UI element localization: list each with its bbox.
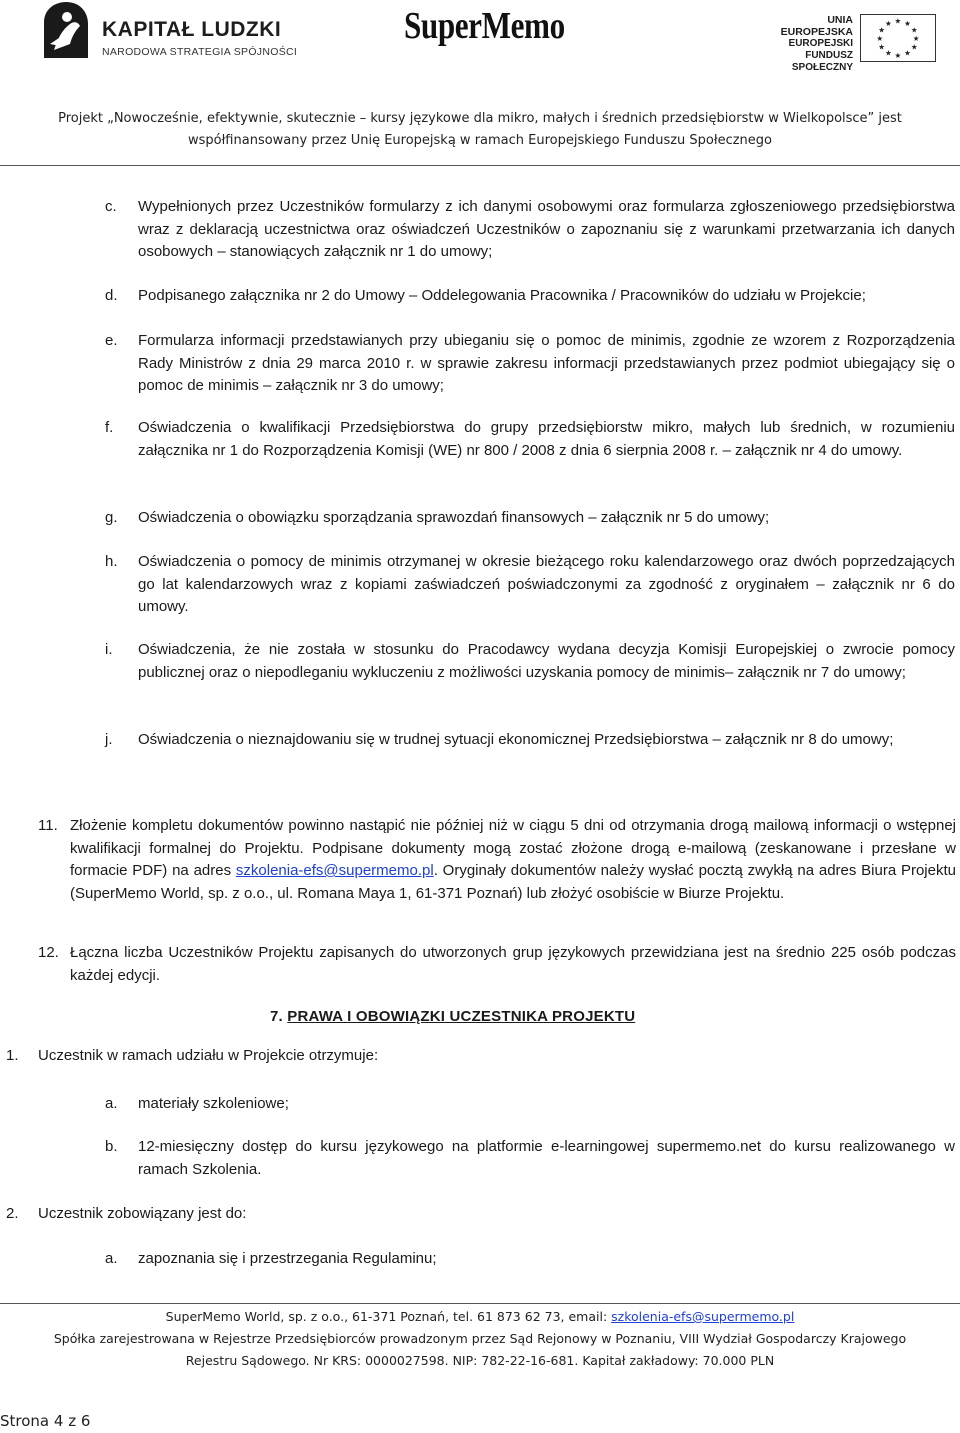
svg-text:★: ★ (904, 19, 912, 29)
list-item-d (105, 285, 955, 308)
list-item-text: Podpisanego załącznika nr 2 do Umowy – Oddelegowania Pracownika / Pracowników do udziału w Projekcie; (138, 287, 866, 304)
svg-text:★: ★ (876, 33, 884, 43)
list-item-label: h. (105, 553, 118, 570)
point-11-text-before: Złożenie kompletu dokumentów powinno nastąpić nie później niż w ciągu 5 dni od otrzymania drogą mailową informacji o wstępnej kwalifikacji formalnej do Projektu. Podpisane dokumenty mogą zostać złożone drogą e-mailową (zeskanowane i przesłane w formacie PDF) na adres (70, 817, 956, 879)
list-item-f (105, 417, 955, 462)
email-link[interactable]: szkolenia-efs@supermemo.pl (235, 862, 434, 879)
footer-email-link[interactable]: szkolenia-efs@supermemo.pl (611, 1309, 795, 1324)
svg-text:★: ★ (878, 42, 886, 52)
list-item-text: Oświadczenia, że nie została w stosunku do Pracodawcy wydana decyzja Komisji Europejskiej o zwrocie pomocy publicznej oraz o niepodleganiu wykluczeniu z możliwości uzyskania pomocy de minimis– załącznik nr 7 do umowy; (138, 641, 955, 681)
footer-line-3: Rejestru Sądowego. Nr KRS: 0000027598. NIP: 782-22-16-681. Kapitał zakładowy: 70.000 PLN (185, 1353, 775, 1368)
eu-logo (758, 14, 938, 73)
point-text (70, 815, 956, 905)
list-item-text: zapoznania się i przestrzegania Regulaminu; (138, 1250, 437, 1267)
list-item-g (105, 507, 955, 530)
eu-line-2: EUROPEJSKI (788, 38, 853, 49)
list-item-label: d. (105, 287, 118, 304)
kapital-ludzki-subtitle: NARODOWA STRATEGIA SPÓJNOŚCI (102, 46, 298, 58)
svg-text:★: ★ (910, 42, 918, 52)
list-item-label: b. (105, 1138, 118, 1155)
footer-line-2: Spółka zarejestrowana w Rejestrze Przedsiębiorców prowadzonym przez Sąd Rejonowy w Poznaniu, VIII Wydział Gospodarczy Krajowego (53, 1331, 907, 1346)
list-item-text: Formularza informacji przedstawianych przy ubieganiu się o pomoc de minimis, zgodnie ze wzorem z Rozporządzenia Rady Ministrów z dnia 29 marca 2010 r. w sprawie zakresu informacji przedstawianych przez podmiot ubiegający się o pomoc de minimis – załącznik nr 3 do umowy; (138, 332, 955, 394)
list-item-label: e. (105, 332, 118, 349)
list-item-text: Oświadczenia o kwalifikacji Przedsiębiorstwa do grupy przedsiębiorstw mikro, małych lub średnich, w rozumieniu załącznika nr 1 do Rozporządzenia Komisji (WE) nr 800 / 2008 z dnia 6 sierpnia 2008 r. – załącznik nr 4 do umowy. (138, 419, 955, 459)
section-title: PRAWA I OBOWIĄZKI UCZESTNIKA PROJEKTU (287, 1008, 636, 1025)
rights-item-2a (105, 1248, 955, 1271)
list-item-text: Oświadczenia o pomocy de minimis otrzymanej w okresie bieżącego roku kalendarzowego oraz dwóch poprzedzających go lat kalendarzowych wraz z kopiami zaświadczeń poświadczonymi za zgodność z oryginałem – załącznik nr 6 do umowy. (138, 553, 955, 615)
list-item-c (105, 196, 955, 264)
kapital-ludzki-logo (40, 0, 298, 64)
section-heading (270, 1008, 635, 1025)
rights-point-1 (6, 1045, 446, 1068)
svg-text:★: ★ (912, 33, 920, 43)
point-12 (38, 942, 956, 987)
point-label: 2. (6, 1205, 19, 1222)
list-item-text: Oświadczenia o obowiązku sporządzania sprawozdań finansowych – załącznik nr 5 do umowy; (138, 509, 770, 526)
list-item-text: Wypełnionych przez Uczestników formularzy z ich danymi osobowymi oraz formularza zgłoszeniowego przedsiębiorstwa wraz z deklaracją uczestnictwa oraz oświadczeń Uczestników o zapoznaniu się z warunkami przetwarzania ich danych osobowych – stanowiących załącznik nr 1 do umowy; (138, 198, 955, 260)
eu-line-1: UNIA EUROPEJSKA (780, 14, 853, 38)
list-item-h (105, 551, 955, 619)
list-item-label: j. (105, 731, 113, 748)
list-item-label: i. (105, 641, 113, 658)
supermemo-logo: SuperMemo (404, 5, 565, 47)
list-item-text: 12-miesięczny dostęp do kursu językowego na platformie e-learningowej supermemo.net do kursu realizowanego w ramach Szkolenia. (138, 1138, 955, 1178)
point-label: 11. (38, 817, 58, 834)
list-item-j (105, 729, 955, 752)
rights-item-1a (105, 1093, 955, 1116)
list-item-label: g. (105, 509, 118, 526)
kapital-ludzki-emblem-icon (40, 0, 92, 60)
svg-text:★: ★ (904, 48, 912, 58)
project-line-2: współfinansowany przez Unię Europejską w ramach Europejskiego Funduszu Społecznego (188, 133, 772, 148)
eu-logo-text (758, 14, 853, 74)
project-line-1: Projekt „Nowocześnie, efektywnie, skutecznie – kursy językowe dla mikro, małych i średnich przedsiębiorstw w Wielkopolsce” jest (58, 111, 902, 126)
section-number: 7. (270, 1008, 283, 1025)
point-text: Łączna liczba Uczestników Projektu zapisanych do utworzonych grup językowych przewidziana jest na średnio 225 osób podczas każdej edycji. (70, 944, 956, 984)
eu-flag-icon (860, 14, 936, 62)
point-text: Uczestnik zobowiązany jest do: (38, 1205, 247, 1222)
list-item-label: a. (105, 1095, 118, 1112)
page-header (0, 0, 960, 160)
list-item-e (105, 330, 955, 398)
footer-divider (0, 1303, 960, 1304)
eu-line-3: FUNDUSZ SPOŁECZNY (791, 50, 853, 73)
project-info (0, 108, 960, 152)
footer-contact: SuperMemo World, sp. z o.o., 61-371 Poznań, tel. 61 873 62 73, email: (165, 1309, 612, 1324)
point-11 (38, 815, 956, 905)
page-footer (0, 1306, 960, 1372)
header-divider (0, 165, 960, 166)
svg-text:★: ★ (910, 25, 918, 35)
point-11-text-after: . Oryginały dokumentów należy wysłać pocztą zwykłą na adres Biura Projektu (SuperMemo World, sp. z o.o., ul. Romana Maya 1, 61-371 Poznań) lub złożyć osobiście w Biurze Projektu. (70, 862, 956, 902)
page-number: Strona 4 z 6 (0, 1412, 91, 1430)
svg-text:★: ★ (894, 51, 902, 61)
point-label: 1. (6, 1047, 19, 1064)
kapital-ludzki-title: KAPITAŁ LUDZKI (102, 18, 282, 41)
rights-point-2 (6, 1203, 446, 1226)
list-item-label: c. (105, 198, 117, 215)
list-item-i (105, 639, 955, 684)
point-text: Uczestnik w ramach udziału w Projekcie otrzymuje: (38, 1047, 379, 1064)
point-label: 12. (38, 944, 59, 961)
list-item-label: a. (105, 1250, 118, 1267)
list-item-label: f. (105, 419, 114, 436)
svg-text:★: ★ (884, 48, 892, 58)
rights-item-1b (105, 1136, 955, 1181)
list-item-text: materiały szkoleniowe; (138, 1095, 289, 1112)
svg-text:★: ★ (884, 19, 892, 29)
list-item-text: Oświadczenia o nieznajdowaniu się w trudnej sytuacji ekonomicznej Przedsiębiorstwa – załącznik nr 8 do umowy; (138, 731, 894, 748)
svg-text:★: ★ (878, 25, 886, 35)
footer-line-1 (0, 1306, 960, 1328)
svg-text:★: ★ (894, 16, 902, 26)
